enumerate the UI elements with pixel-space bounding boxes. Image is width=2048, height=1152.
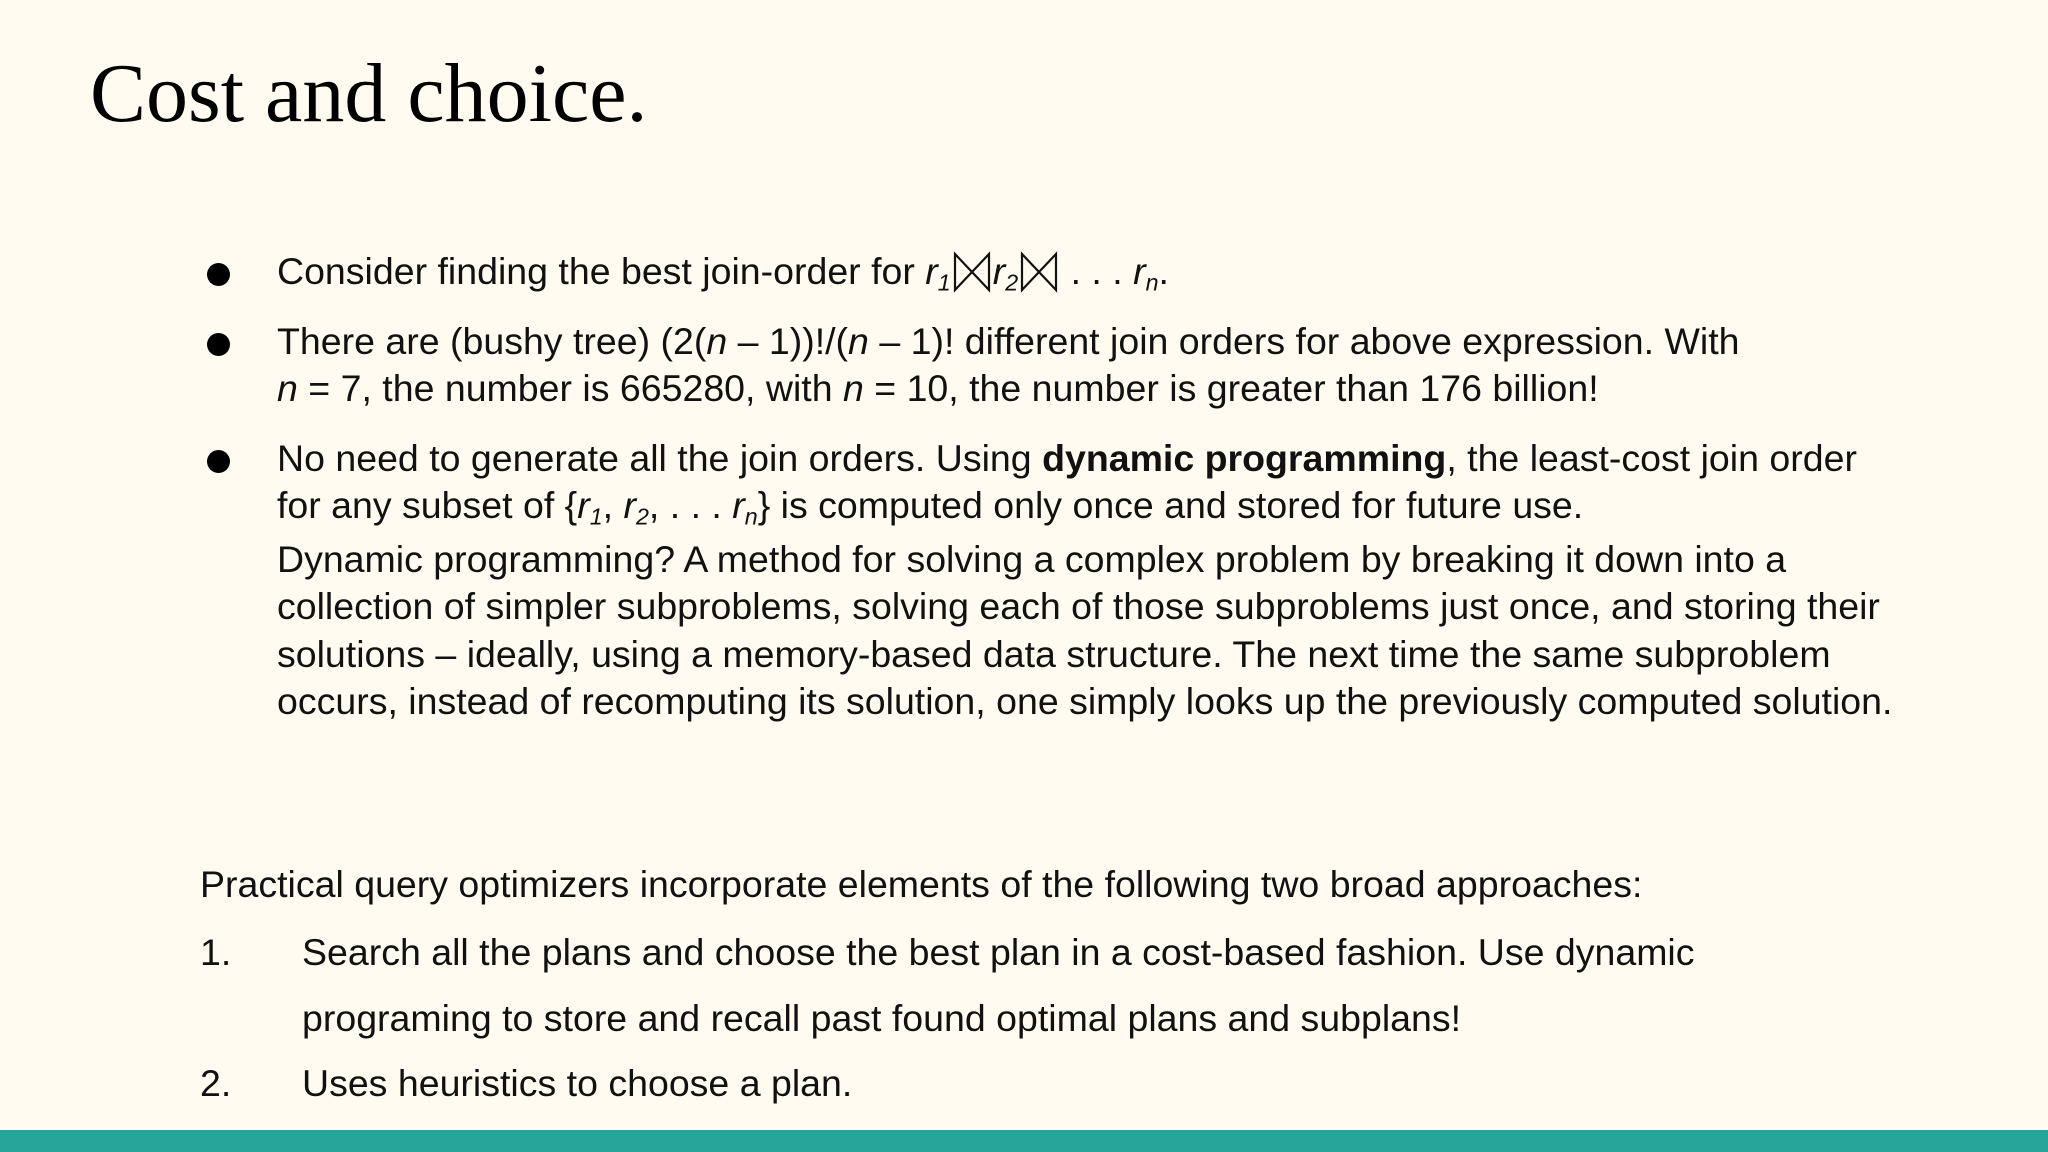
bullet-paragraph: No need to generate all the join orders. Using dynamic programming, the least-cost join order for any subset of {$r_1$, $r_2$, . . . $r_n$} is computed only once and stored for future use. xyxy=(277,436,1857,530)
approach-item xyxy=(200,1051,1860,1117)
dp-definition: Dynamic programming? A method for solving a complex problem by breaking it down into a collection of simpler subproblems, solving each of those subproblems just once, and storing their solutions – ideally, using a memory-based data structure. The next time the same subproblem occurs, instead of recomputing its solution, one simply looks up the previously computed solution. xyxy=(277,537,1893,722)
bullet-dot-icon xyxy=(207,333,230,356)
bullet-join-order xyxy=(200,248,1900,296)
item-text: Uses heuristics to choose a plan. xyxy=(302,1062,853,1104)
natural-join-icon xyxy=(953,250,991,294)
bullet-dynamic-programming xyxy=(200,435,1900,726)
bullet-dot-icon xyxy=(207,450,230,473)
bullet-list xyxy=(200,248,1900,726)
bold-term: dynamic programming xyxy=(1042,436,1447,479)
relation-rn: $r_n$ xyxy=(1133,250,1159,296)
approach-list xyxy=(200,920,1860,1117)
relation-r1: $r_1$ xyxy=(925,250,951,296)
approach-item xyxy=(200,920,1860,1051)
relation-r2: $r_2$ xyxy=(623,484,649,530)
relation-r2: $r_2$ xyxy=(992,250,1019,296)
item-number: 2. xyxy=(200,1062,232,1104)
bullet-dot-icon xyxy=(207,263,230,286)
relation-rn: $r_n$ xyxy=(732,484,758,530)
join-expression: $r_1$ $r_2$ . . . $r_n$. xyxy=(925,250,1169,296)
bullet-bushy-tree: There are (bushy tree) (2(n – 1))!/(n – 1)! different join orders for above expression. With n = 7, the number is 665280, with n = 10, the number is greater than 176 billion! xyxy=(200,318,1900,413)
ellipsis: . . . xyxy=(1060,250,1134,292)
accent-bar xyxy=(0,1130,2048,1152)
practical-intro: Practical query optimizers incorporate elements of the following two broad approaches: xyxy=(200,863,1643,905)
relation-r1: $r_1$ xyxy=(577,484,603,530)
item-text: Search all the plans and choose the best plan in a cost-based fashion. Use dynamic programing to store and recall past found optimal plans and subplans! xyxy=(302,931,1695,1039)
bullet-text: Consider finding the best join-order for xyxy=(277,250,926,292)
item-number: 1. xyxy=(200,931,232,973)
slide-title: Cost and choice. xyxy=(90,47,648,140)
natural-join-icon xyxy=(1020,250,1058,294)
